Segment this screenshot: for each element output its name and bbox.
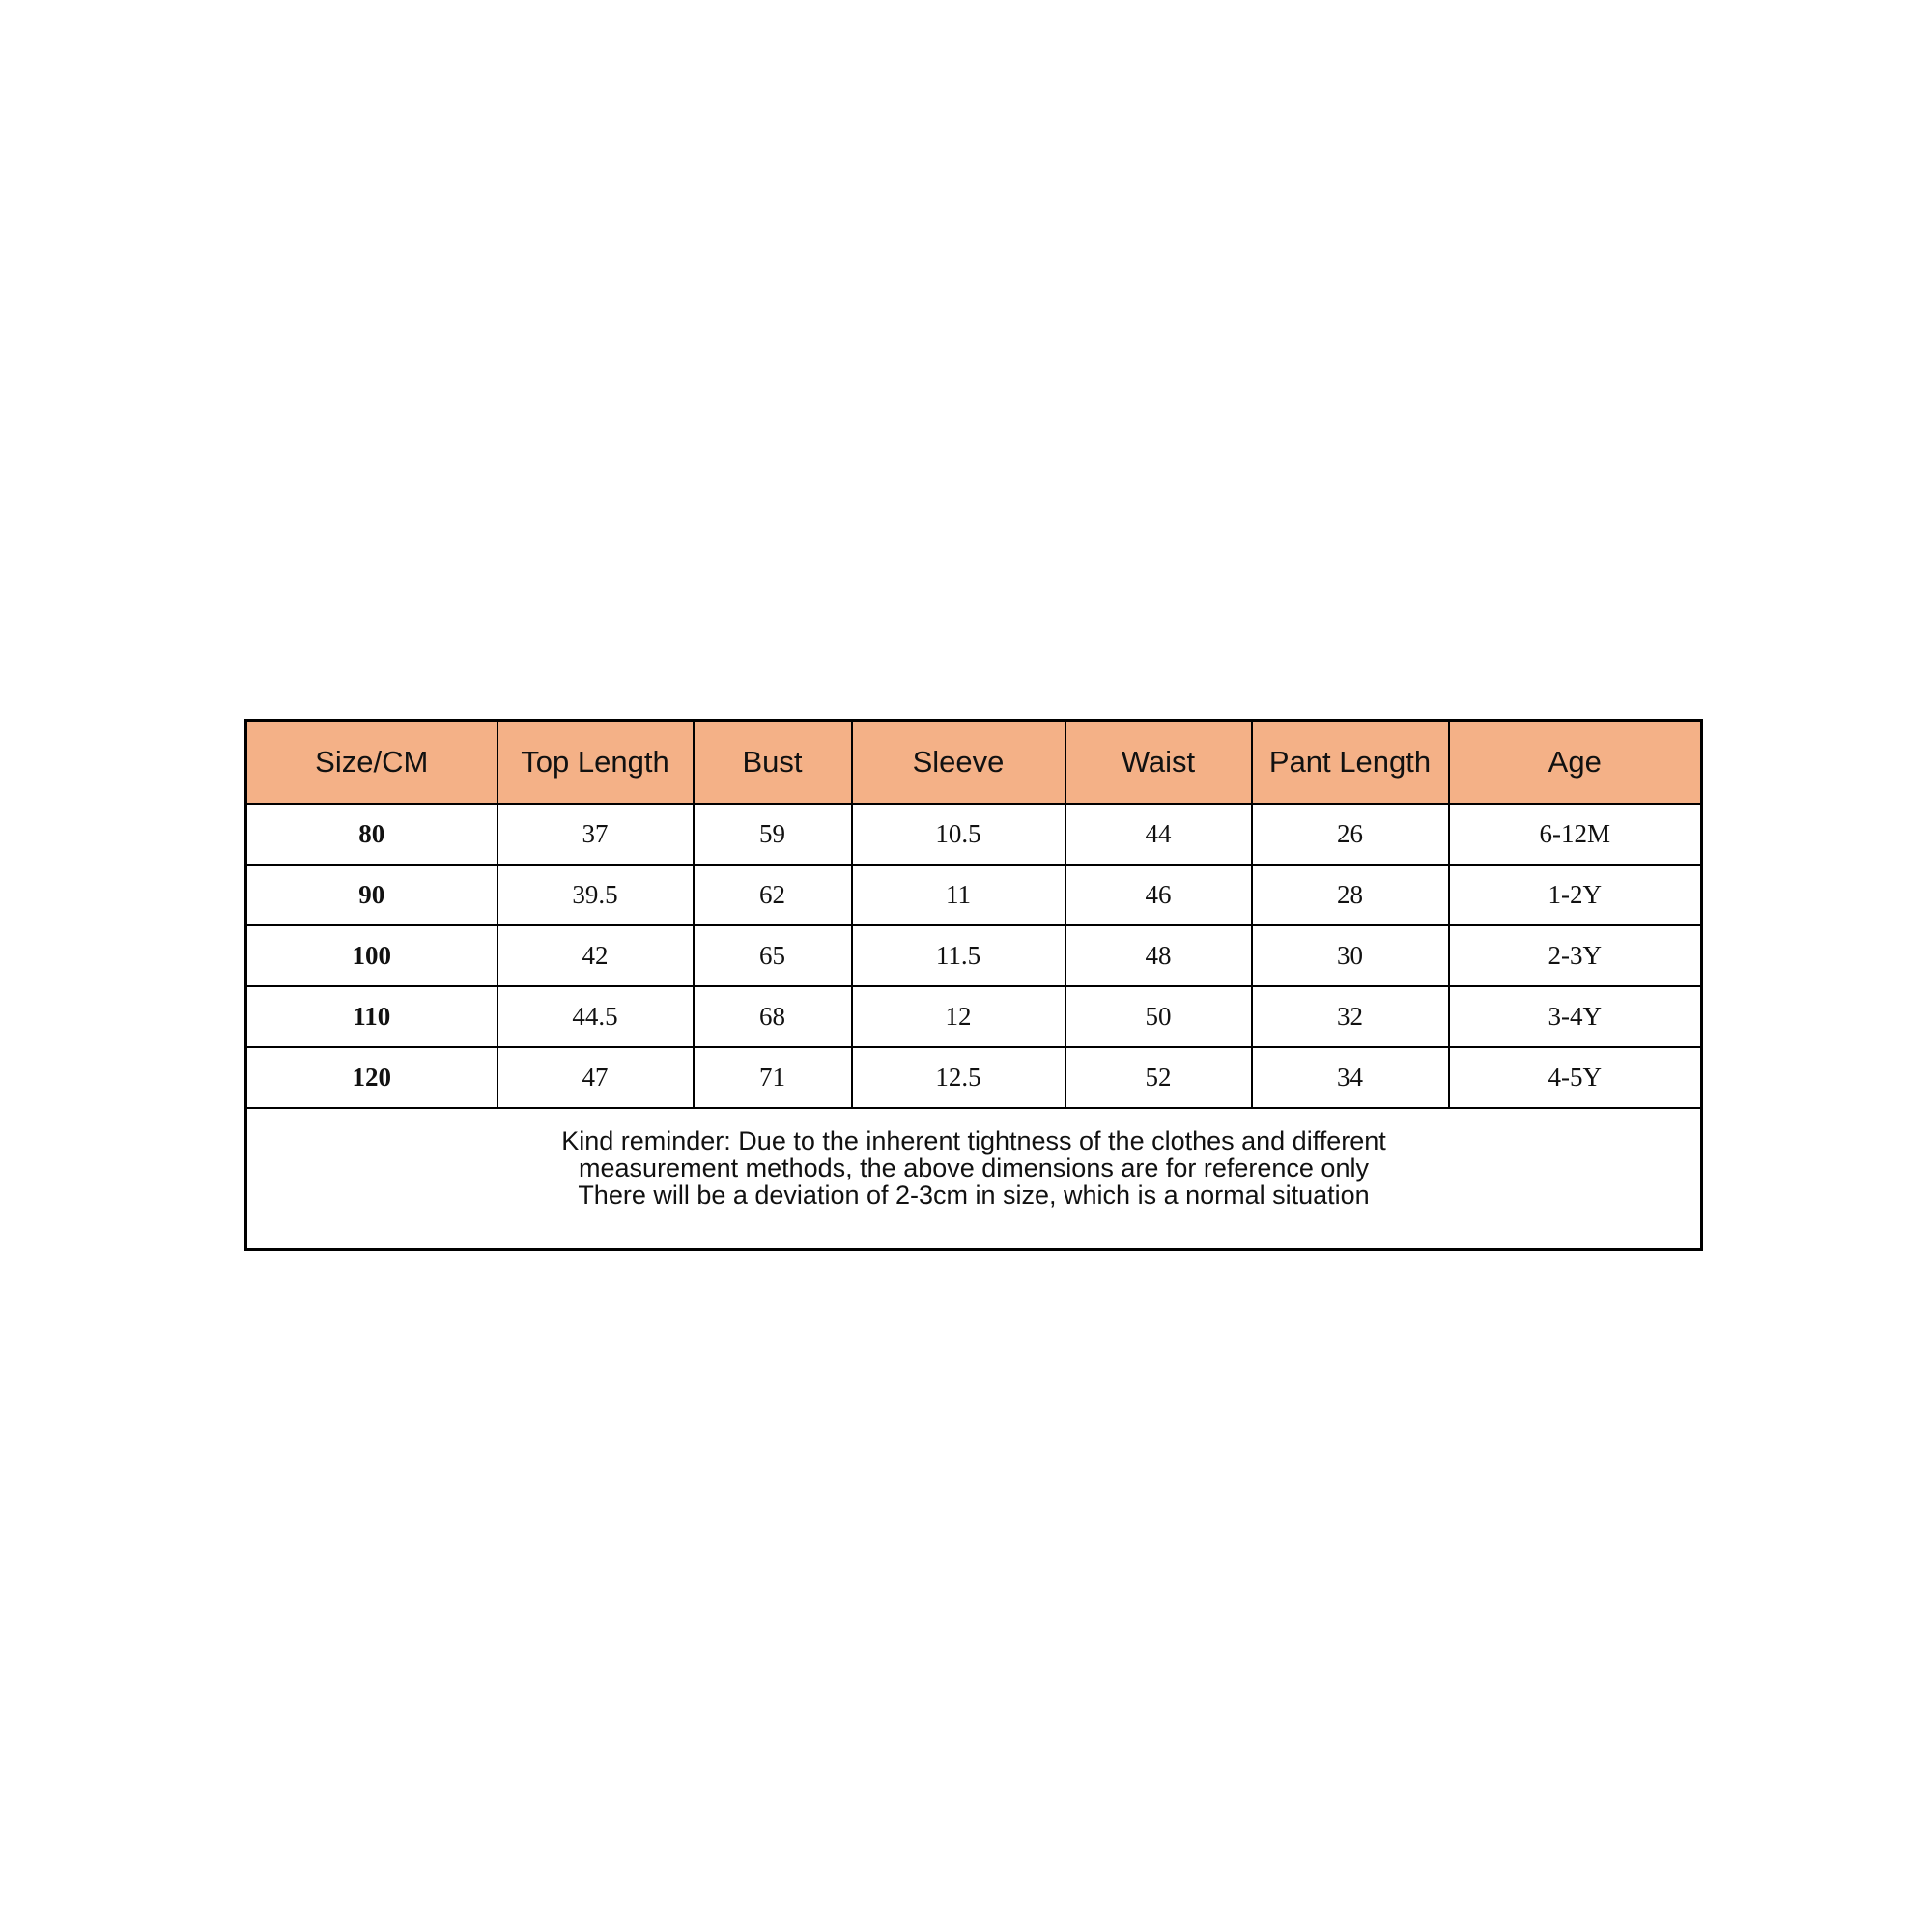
- sleeve-cell: 12.5: [852, 1047, 1065, 1108]
- sleeve-cell: 11: [852, 865, 1065, 925]
- note-line: Kind reminder: Due to the inherent tightness of the clothes and different: [561, 1126, 1386, 1155]
- pant-length-cell: 34: [1252, 1047, 1449, 1108]
- age-cell: 4-5Y: [1449, 1047, 1702, 1108]
- note-row: [246, 1108, 1702, 1250]
- waist-cell: 50: [1065, 986, 1252, 1047]
- column-header-sleeve: Sleeve: [852, 721, 1065, 805]
- note-line: measurement methods, the above dimensions are for reference only: [579, 1153, 1369, 1182]
- age-cell: 6-12M: [1449, 804, 1702, 865]
- size-cell: 100: [246, 925, 497, 986]
- bust-cell: 68: [694, 986, 852, 1047]
- size-chart-table: [244, 719, 1703, 1251]
- size-cell: 110: [246, 986, 497, 1047]
- bust-cell: 59: [694, 804, 852, 865]
- sleeve-cell: 11.5: [852, 925, 1065, 986]
- top-length-cell: 42: [497, 925, 694, 986]
- bust-cell: 65: [694, 925, 852, 986]
- size-cell: 120: [246, 1047, 497, 1108]
- pant-length-cell: 30: [1252, 925, 1449, 986]
- age-cell: 3-4Y: [1449, 986, 1702, 1047]
- column-header-age: Age: [1449, 721, 1702, 805]
- pant-length-cell: 28: [1252, 865, 1449, 925]
- waist-cell: 46: [1065, 865, 1252, 925]
- size-cell: 80: [246, 804, 497, 865]
- top-length-cell: 39.5: [497, 865, 694, 925]
- note-line: There will be a deviation of 2-3cm in size, which is a normal situation: [578, 1180, 1370, 1209]
- pant-length-cell: 26: [1252, 804, 1449, 865]
- table-row: [246, 865, 1702, 925]
- waist-cell: 44: [1065, 804, 1252, 865]
- bust-cell: 62: [694, 865, 852, 925]
- size-cell: 90: [246, 865, 497, 925]
- table-row: [246, 804, 1702, 865]
- top-length-cell: 47: [497, 1047, 694, 1108]
- column-header-waist: Waist: [1065, 721, 1252, 805]
- age-cell: 1-2Y: [1449, 865, 1702, 925]
- header-row: [246, 721, 1702, 805]
- column-header-top-length: Top Length: [497, 721, 694, 805]
- table-row: [246, 1047, 1702, 1108]
- column-header-bust: Bust: [694, 721, 852, 805]
- sleeve-cell: 12: [852, 986, 1065, 1047]
- sleeve-cell: 10.5: [852, 804, 1065, 865]
- waist-cell: 52: [1065, 1047, 1252, 1108]
- table-row: [246, 986, 1702, 1047]
- age-cell: 2-3Y: [1449, 925, 1702, 986]
- column-header-pant-length: Pant Length: [1252, 721, 1449, 805]
- top-length-cell: 44.5: [497, 986, 694, 1047]
- waist-cell: 48: [1065, 925, 1252, 986]
- bust-cell: 71: [694, 1047, 852, 1108]
- size-note: [246, 1108, 1702, 1250]
- table-row: [246, 925, 1702, 986]
- top-length-cell: 37: [497, 804, 694, 865]
- column-header-size: Size/CM: [246, 721, 497, 805]
- pant-length-cell: 32: [1252, 986, 1449, 1047]
